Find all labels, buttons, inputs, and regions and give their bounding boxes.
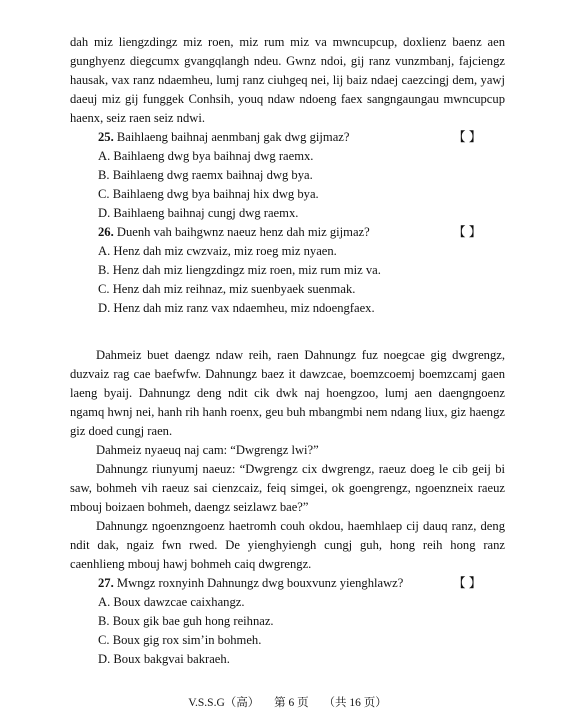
passage-2-paragraph-3: Dahnungz riunyumj naeuz: “Dwgrengz cix dwgrengz, raeuz doeg le cib geij bi saw, bohmeh vih raeuz sai cienzcaiz, feiq simgei, ok goengrengz, ngoenzneix raeuz mbouj boizaen bohmeh, daengz seizlawz bae?” (70, 462, 505, 514)
question-27-option-b: B. Boux gik bae guh hong reihnaz. (98, 614, 274, 628)
question-26-option-d: D. Henz dah miz ranz vax ndaemheu, miz ndoengfaex. (98, 301, 375, 315)
answer-bracket-26[interactable]: 【 】 (453, 225, 482, 239)
answer-bracket-27[interactable]: 【 】 (453, 576, 482, 590)
passage-2-paragraph-1: Dahmeiz buet daengz ndaw reih, raen Dahnungz fuz noegcae gig dwgrengz, duzvaiz rag cae baefwfw. Dahnungz baez it dawzcae, boemzcoemj boemzcamj gaen laeng byaij. Dahnungz deng ndit cik dwk naj hoengzoo, lumj aen daengngoenz ngamq hwnj nei, hanh rih hanh roenx, geu buh mbangmbi nem ndang liux, giz haengz giz doed cungj raen. (70, 348, 505, 438)
question-27-text: Mwngz roxnyinh Dahnungz dwg bouxvunz yienghlawz? (116, 576, 404, 590)
question-25-option-a: A. Baihlaeng dwg bya baihnaj dwg raemx. (98, 149, 314, 163)
footer-page-number: 第 6 页 (274, 697, 309, 709)
question-27-option-d: D. Boux bakgvai bakraeh. (98, 652, 230, 666)
question-26-number: 26. (98, 225, 114, 239)
question-25-number: 25. (98, 130, 114, 144)
footer-exam-code: V.S.S.G（高） (188, 697, 260, 709)
question-26-option-b: B. Henz dah miz liengzdingz miz roen, miz rum miz va. (98, 263, 381, 277)
passage-2-paragraph-2: Dahmeiz nyaeuq naj cam: “Dwgrengz lwi?” (96, 443, 319, 457)
question-27-option-a: A. Boux dawzcae caixhangz. (98, 595, 245, 609)
answer-bracket-25[interactable]: 【 】 (453, 130, 482, 144)
question-25-option-b: B. Baihlaeng dwg raemx baihnaj dwg bya. (98, 168, 313, 182)
question-27 (70, 574, 505, 593)
question-25-option-d: D. Baihlaeng baihnaj cungj dwg raemx. (98, 206, 299, 220)
question-26-option-a: A. Henz dah miz cwzvaiz, miz roeg miz nyaen. (98, 244, 337, 258)
page-footer (0, 694, 575, 713)
passage-1-continuation: dah miz liengzdingz miz roen, miz rum miz va mwncupcup, doxlienz baenz aen gunghyenz diegcumx gvangqlangh ndeu. Gwnz ndoi, gij ranz vunzmbanj, fajciengz hausak, vax ranz ndaemheu, lumj ranz ciuhgeq nei, lij baiz ndaej caezcingj dem, yawj daeuj miz gij funggek Conhsih, youq ndaw ndoeng faex sangngaungau mwncupcup haenx, seiz raen seiz ndwi. (70, 35, 505, 125)
question-25 (70, 128, 505, 147)
section-gap (70, 318, 505, 346)
footer-total-pages: （共 16 页） (323, 697, 387, 709)
question-25-option-c: C. Baihlaeng dwg bya baihnaj hix dwg bya. (98, 187, 319, 201)
question-26-text: Duenh vah baihgwnz naeuz henz dah miz gijmaz? (116, 225, 370, 239)
passage-2-paragraph-4: Dahnungz ngoenzngoenz haetromh couh okdou, haemhlaep cij dauq ranz, deng ndit dak, ngaiz fwn rwed. De yienghyiengh cungj guh, hong reih hong ranz caenhlieng mbouj hawj bohmeh caiq dwgrengz. (70, 519, 505, 571)
question-26-option-c: C. Henz dah miz reihnaz, miz suenbyaek suenmak. (98, 282, 356, 296)
question-25-text: Baihlaeng baihnaj aenmbanj gak dwg gijmaz? (116, 130, 350, 144)
question-27-number: 27. (98, 576, 114, 590)
question-26 (70, 223, 505, 242)
question-27-option-c: C. Boux gig rox sim’in bohmeh. (98, 633, 262, 647)
page-content (70, 33, 505, 669)
